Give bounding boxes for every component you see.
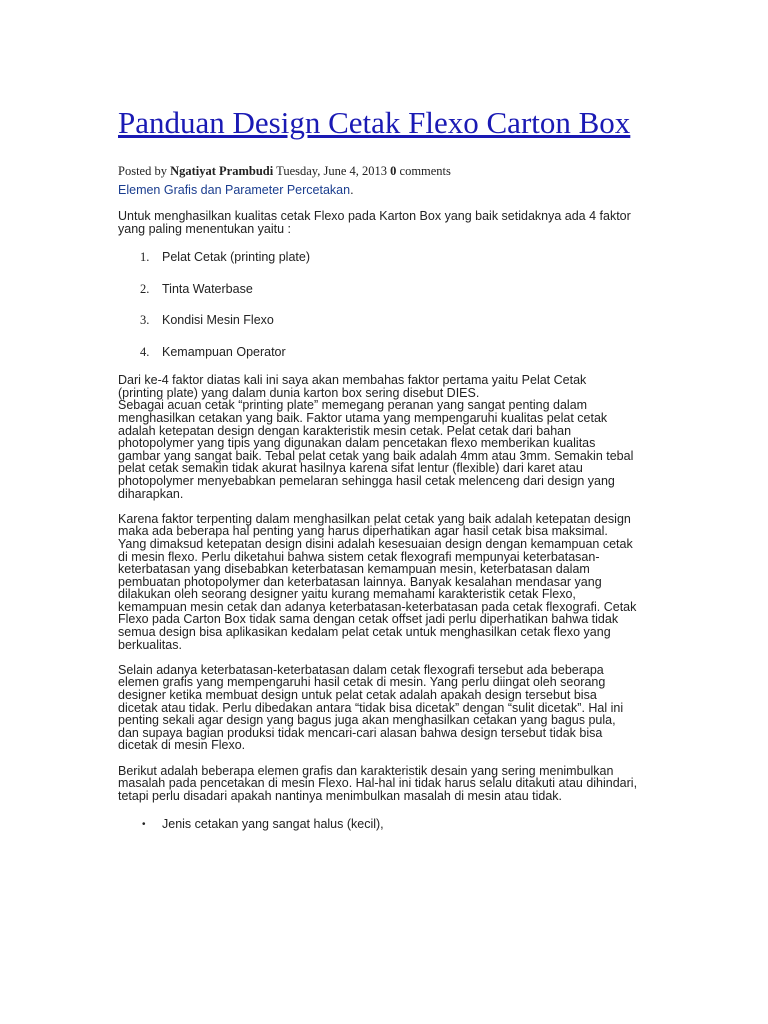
text-line: tetapi perlu disadari apakah nantinya menimbulkan masalah di mesin atau tidak. <box>118 788 563 803</box>
text-line: adalah ketepatan design dengan karakteristik mesin cetak. Pelat cetak dari bahan <box>118 423 572 438</box>
text-line: dicetak di mesin Flexo. <box>118 738 246 753</box>
text-line: maka ada beberapa hal penting yang harus diperhatikan agar hasil cetak bisa maksimal. <box>118 524 608 539</box>
comment-count: 0 <box>390 164 397 178</box>
list-text: Pelat Cetak (printing plate) <box>162 250 310 265</box>
intro-paragraph <box>118 210 666 235</box>
subheading-period: . <box>350 183 354 197</box>
text-line: Selain adanya keterbatasan-keterbatasan dalam cetak flexografi tersebut ada beberapa <box>118 662 604 677</box>
post-date: Tuesday, June 4, 2013 <box>273 164 391 178</box>
text-line: di mesin flexo. Perlu diketahui bahwa sistem cetak flexografi mempunyai keterbatasan- <box>118 549 600 564</box>
text-line: diharapkan. <box>118 486 184 501</box>
text-line: penting sekali agar design yang bagus juga akan menghasilkan cetakan yang bagus pula, <box>118 713 616 728</box>
author-name: Ngatiyat Prambudi <box>170 164 274 178</box>
list-text: Tinta Waterbase <box>162 281 253 296</box>
list-number: 1. <box>140 250 150 265</box>
list-text: Kemampuan Operator <box>162 344 286 359</box>
text-line: keterbatasan yang disebabkan keterbatasan kemampuan mesin, keterbatasan dalam <box>118 562 590 577</box>
text-line: Dari ke-4 faktor diatas kali ini saya akan membahas faktor pertama yaitu Pelat Cetak <box>118 373 587 388</box>
text-line: photopolymer yang tipis yang digunakan dalam pencetakan flexo memberikan kualitas <box>118 436 596 451</box>
text-line: yang paling menentukan yaitu : <box>118 221 292 236</box>
text-line: photopolymer menyebabkan pemelaran sehingga hasil cetak melenceng dari design yang <box>118 473 615 488</box>
document-page <box>118 104 666 832</box>
paragraph-berikut <box>118 765 666 803</box>
list-item <box>118 345 666 360</box>
text-line: Flexo pada Carton Box tidak sama dengan cetak offset jadi perlu diperhatikan bahwa tidak <box>118 612 619 627</box>
text-line: (printing plate) yang dalam dunia karton box sering disebut DIES. <box>118 385 480 400</box>
text-line: pelat cetak semakin tidak akurat hasilnya karena sifat lentur (flexible) dari karet atau <box>118 461 583 476</box>
list-number: 3. <box>140 313 150 328</box>
factor-list <box>118 250 666 360</box>
list-item <box>118 313 666 328</box>
byline-prefix: Posted by <box>118 164 171 178</box>
text-line: Untuk menghasilkan kualitas cetak Flexo pada Karton Box yang baik setidaknya ada 4 faktor <box>118 209 631 223</box>
list-text: Kondisi Mesin Flexo <box>162 313 274 328</box>
text-line: semua design bisa aplikasikan kedalam pelat cetak untuk menghasilkan cetak flexo yang <box>118 625 611 640</box>
paragraph-ketepatan-design <box>118 513 666 652</box>
section-subheading <box>118 183 666 198</box>
list-item <box>118 282 666 297</box>
subheading-text: Elemen Grafis dan Parameter Percetakan <box>118 183 351 197</box>
text-line: Karena faktor terpenting dalam menghasilkan pelat cetak yang baik adalah ketepatan design <box>118 511 631 526</box>
byline <box>118 164 666 179</box>
list-number: 4. <box>140 344 150 359</box>
paragraph-pelat-cetak <box>118 374 666 500</box>
bullet-list <box>118 817 666 832</box>
list-number: 2. <box>140 281 150 296</box>
text-line: masalah pada pencetakan di mesin Flexo. Hal-hal ini tidak harus selalu ditakuti atau dihindari, <box>118 776 638 791</box>
comment-label: comments <box>396 164 451 178</box>
text-line: dicetak atau tidak. Perlu dibedakan antara “tidak bisa dicetak” dengan “sulit dicetak”. Hal ini <box>118 700 624 715</box>
text-line: designer ketika membuat design untuk pelat cetak adalah apakah design tersebut bisa <box>118 688 597 703</box>
text-line: dilakukan oleh seorang designer yaitu kurang memahami karakteristik cetak Flexo, <box>118 587 576 602</box>
page-title[interactable]: Panduan Design Cetak Flexo Carton Box <box>118 105 631 140</box>
list-item <box>118 250 666 265</box>
text-line: menghasilkan cetakan yang baik. Faktor utama yang mempengaruhi kualitas pelat cetak <box>118 410 608 425</box>
list-text: Jenis cetakan yang sangat halus (kecil), <box>162 817 384 832</box>
text-line: Yang dimaksud ketepatan design disini adalah kesesuaian design dengan kemampuan cetak <box>118 536 633 551</box>
list-item <box>118 817 666 832</box>
bullet-icon: • <box>142 819 146 831</box>
text-line: elemen grafis yang mempengaruhi hasil cetak di mesin. Yang perlu diingat oleh seorang <box>118 675 606 690</box>
text-line: Sebagai acuan cetak “printing plate” memegang peranan yang sangat penting dalam <box>118 398 588 413</box>
text-line: gambar yang sangat baik. Tebal pelat cetak yang baik adalah 4mm atau 3mm. Semakin tebal <box>118 448 634 463</box>
text-line: berkualitas. <box>118 637 182 652</box>
paragraph-elemen-grafis <box>118 664 666 752</box>
text-line: pembuatan photopolymer dan keterbatasan lainnya. Banyak kesalahan mendasar yang <box>118 574 602 589</box>
text-line: Berikut adalah beberapa elemen grafis dan karakteristik desain yang sering menimbulkan <box>118 763 614 778</box>
text-line: kemampuan mesin cetak dan adanya keterbatasan-keterbatasan pada cetak flexografi. Cetak <box>118 599 637 614</box>
text-line: dan supaya bagian produksi tidak mencari-cari alasan bahwa design tersebut tidak bisa <box>118 725 603 740</box>
